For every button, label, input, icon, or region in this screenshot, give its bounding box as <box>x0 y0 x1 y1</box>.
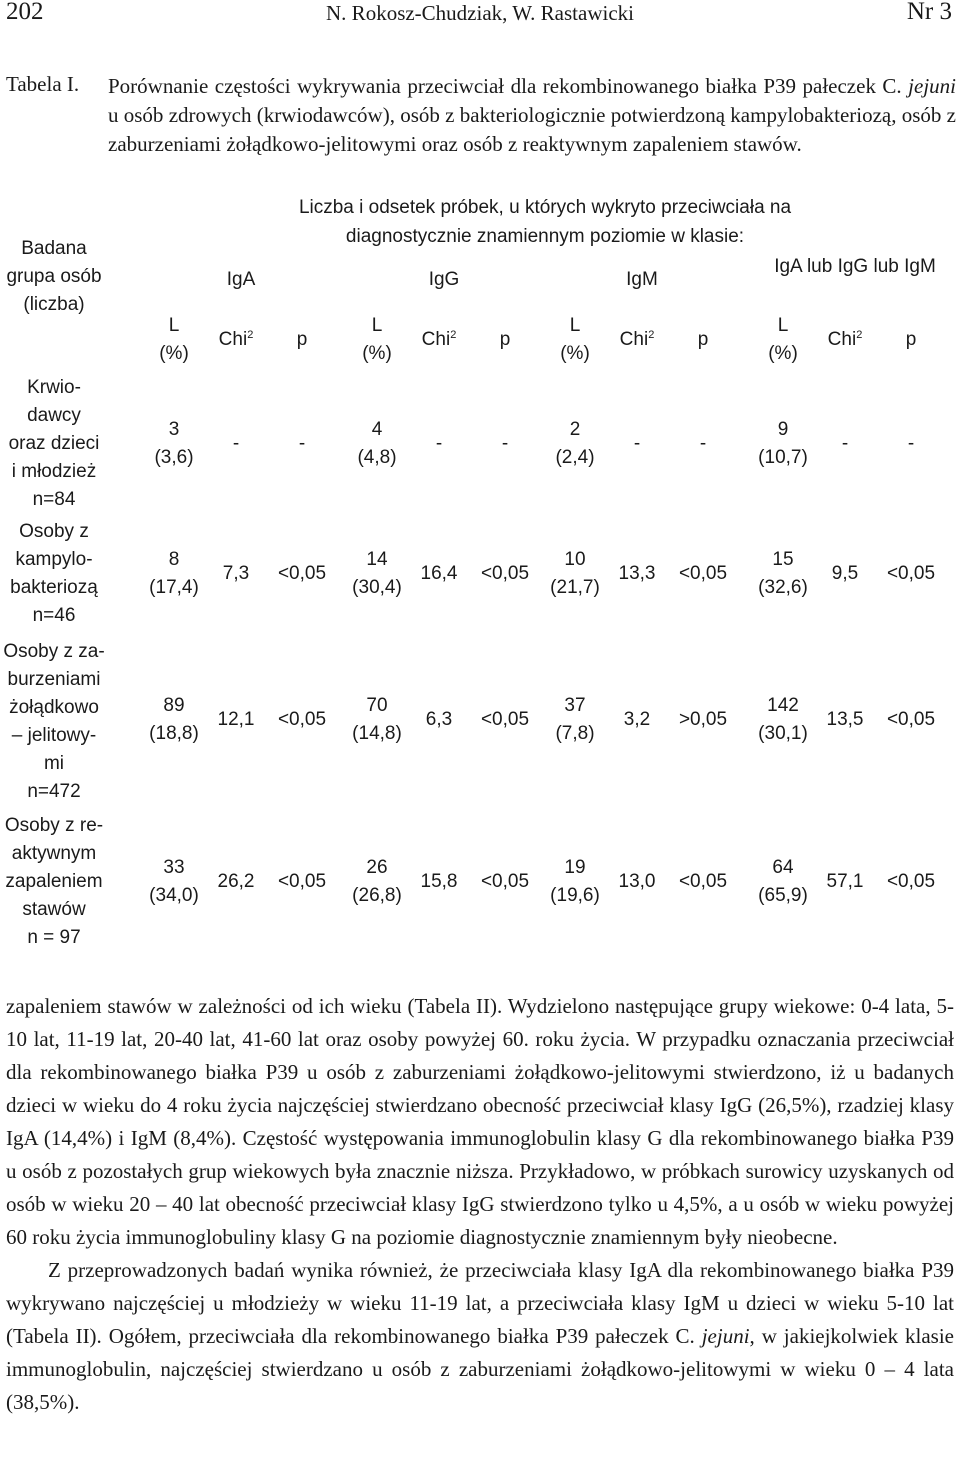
sub-header-l-2: L (%) <box>362 315 392 364</box>
chi-square-cell: - <box>232 433 240 454</box>
body-text <box>6 990 954 1419</box>
chi-square-cell: 13,3 <box>618 563 656 584</box>
chi-square-cell: 13,0 <box>618 871 656 892</box>
group-label-1: Krwio- dawcy oraz dzieci i młodzież n=84 <box>8 377 100 510</box>
p-value-cell: <0,05 <box>277 563 327 584</box>
chi-square-cell: 16,4 <box>420 563 458 584</box>
count-percent-cell: 26 (26,8) <box>352 857 402 906</box>
table-caption: Porównanie częstości wykrywania przeciwciał dla rekombinowanego białka P39 pałeczek C. jejuni u osób zdrowych (krwiodawców), osób z bakteriologicznie potwierdzoną kampylobakteriozą, osób z zaburzeniami żołądkowo-jelitowymi oraz osób z reaktywnym zapaleniem stawów. <box>108 74 956 156</box>
p-value-cell: <0,05 <box>480 709 530 730</box>
chi-square-cell: 9,5 <box>831 563 859 584</box>
sub-header-p-2: p <box>499 329 511 350</box>
count-percent-cell: 70 (14,8) <box>352 695 402 744</box>
sub-header-p-4: p <box>905 329 917 350</box>
super-header: Liczba i odsetek próbek, u których wykryto przeciwciała na diagnostycznie znamiennym poziomie w klasie: <box>298 197 792 247</box>
class-header-1: IgA <box>226 269 256 290</box>
results-table <box>0 190 960 965</box>
count-percent-cell: 4 (4,8) <box>357 419 397 468</box>
paragraph-2: Z przeprowadzonych badań wynika również, że przeciwciała klasy IgA dla rekombinowanego białka P39 wykrywano najczęściej u młodzieży w wieku 11-19 lat, a przeciwciała klasy IgM u dzieci w wieku 5-10 lat (Tabela II). Ogółem, przeciwciała dla rekombinowanego białka P39 pałeczek C. jejuni, w jakiejkolwiek klasie immunoglobulin, najczęściej stwierdzano u osób z zaburzeniami żołądkowo-jelitowymi w wieku 0 – 4 lata (38,5%). <box>6 1258 954 1414</box>
p-value-cell: >0,05 <box>678 709 728 730</box>
sub-header-chi-4: Chi$^2$ <box>827 329 863 350</box>
p-value-cell: - <box>501 433 509 454</box>
p-value-cell: - <box>907 433 915 454</box>
p-value-cell: - <box>298 433 306 454</box>
running-authors: N. Rokosz-Chudziak, W. Rastawicki <box>326 1 634 25</box>
sub-header-l-3: L (%) <box>560 315 590 364</box>
class-header-2: IgG <box>428 269 460 290</box>
issue-number: Nr 3 <box>906 0 952 25</box>
p-value-cell: <0,05 <box>886 871 936 892</box>
chi-square-cell: 12,1 <box>217 709 255 730</box>
p-value-cell: <0,05 <box>277 709 327 730</box>
class-header-4: IgA lub IgG lub IgM <box>774 256 936 277</box>
chi-square-cell: - <box>435 433 443 454</box>
table-caption-label: Tabela I. <box>6 72 80 96</box>
count-percent-cell: 3 (3,6) <box>154 419 194 468</box>
sub-header-l-1: L (%) <box>159 315 189 364</box>
count-percent-cell: 142 (30,1) <box>758 695 808 744</box>
sub-header-chi-1: Chi$^2$ <box>218 329 254 350</box>
chi-square-cell: - <box>633 433 641 454</box>
count-percent-cell: 19 (19,6) <box>550 857 600 906</box>
chi-square-cell: 15,8 <box>420 871 458 892</box>
count-percent-cell: 8 (17,4) <box>149 549 199 598</box>
group-label-3: Osoby z za- burzeniami żołądkowo – jelitowy- mi n=472 <box>3 641 105 802</box>
sub-header-l-4: L (%) <box>768 315 798 364</box>
p-value-cell: <0,05 <box>678 563 728 584</box>
p-value-cell: <0,05 <box>480 563 530 584</box>
count-percent-cell: 10 (21,7) <box>550 549 600 598</box>
group-header: Badana grupa osób (liczba) <box>6 238 102 315</box>
sub-header-chi-3: Chi$^2$ <box>619 329 655 350</box>
p-value-cell: <0,05 <box>480 871 530 892</box>
page-number: 202 <box>6 0 44 25</box>
count-percent-cell: 2 (2,4) <box>555 419 595 468</box>
p-value-cell: <0,05 <box>277 871 327 892</box>
count-percent-cell: 9 (10,7) <box>758 419 808 468</box>
chi-square-cell: 13,5 <box>826 709 864 730</box>
p-value-cell: <0,05 <box>678 871 728 892</box>
count-percent-cell: 33 (34,0) <box>149 857 199 906</box>
sub-header-p-1: p <box>296 329 308 350</box>
sub-header-p-3: p <box>697 329 709 350</box>
p-value-cell: - <box>699 433 707 454</box>
group-label-4: Osoby z re- aktywnym zapaleniem stawów n = 97 <box>4 815 104 948</box>
count-percent-cell: 64 (65,9) <box>758 857 808 906</box>
p-value-cell: <0,05 <box>886 709 936 730</box>
chi-square-cell: 7,3 <box>222 563 250 584</box>
count-percent-cell: 15 (32,6) <box>758 549 808 598</box>
count-percent-cell: 37 (7,8) <box>555 695 595 744</box>
page-header <box>0 0 960 36</box>
paragraph-1: zapaleniem stawów w zależności od ich wieku (Tabela II). Wydzielono następujące grupy wiekowe: 0-4 lata, 5-10 lat, 11-19 lat, 20-40 lat, 41-60 lat oraz osoby powyżej 60. roku życia. W przypadku oznaczania przeciwciał dla rekombinowanego białka P39 u osób z zaburzeniami żołądkowo-jelitowymi stwierdzono, iż u badanych dzieci w wieku do 4 roku życia najczęściej stwierdzano obecność przeciwciał klasy IgG (26,5%), rzadziej klasy IgA (14,4%) i IgM (8,4%). Częstość występowania immunoglobulin klasy G dla rekombinowanego białka P39 u osób z pozostałych grup wiekowych była znacznie niższa. Przykładowo, w próbkach surowicy uzyskanych od osób w wieku 20 – 40 lat obecność przeciwciał klasy IgG stwierdzono tylko u 4,5%, a u osób w wieku powyżej 60 roku życia immunoglobuliny klasy G na poziomie diagnostycznie znamiennym były nieobecne. <box>6 994 954 1249</box>
sub-header-chi-2: Chi$^2$ <box>421 329 457 350</box>
chi-square-cell: - <box>841 433 849 454</box>
class-header-3: IgM <box>626 269 658 290</box>
chi-square-cell: 26,2 <box>217 871 255 892</box>
chi-square-cell: 57,1 <box>826 871 864 892</box>
chi-square-cell: 6,3 <box>425 709 453 730</box>
p-value-cell: <0,05 <box>886 563 936 584</box>
chi-square-cell: 3,2 <box>623 709 651 730</box>
count-percent-cell: 14 (30,4) <box>352 549 402 598</box>
group-label-2: Osoby z kampylo- bakteriozą n=46 <box>10 521 98 626</box>
count-percent-cell: 89 (18,8) <box>149 695 199 744</box>
